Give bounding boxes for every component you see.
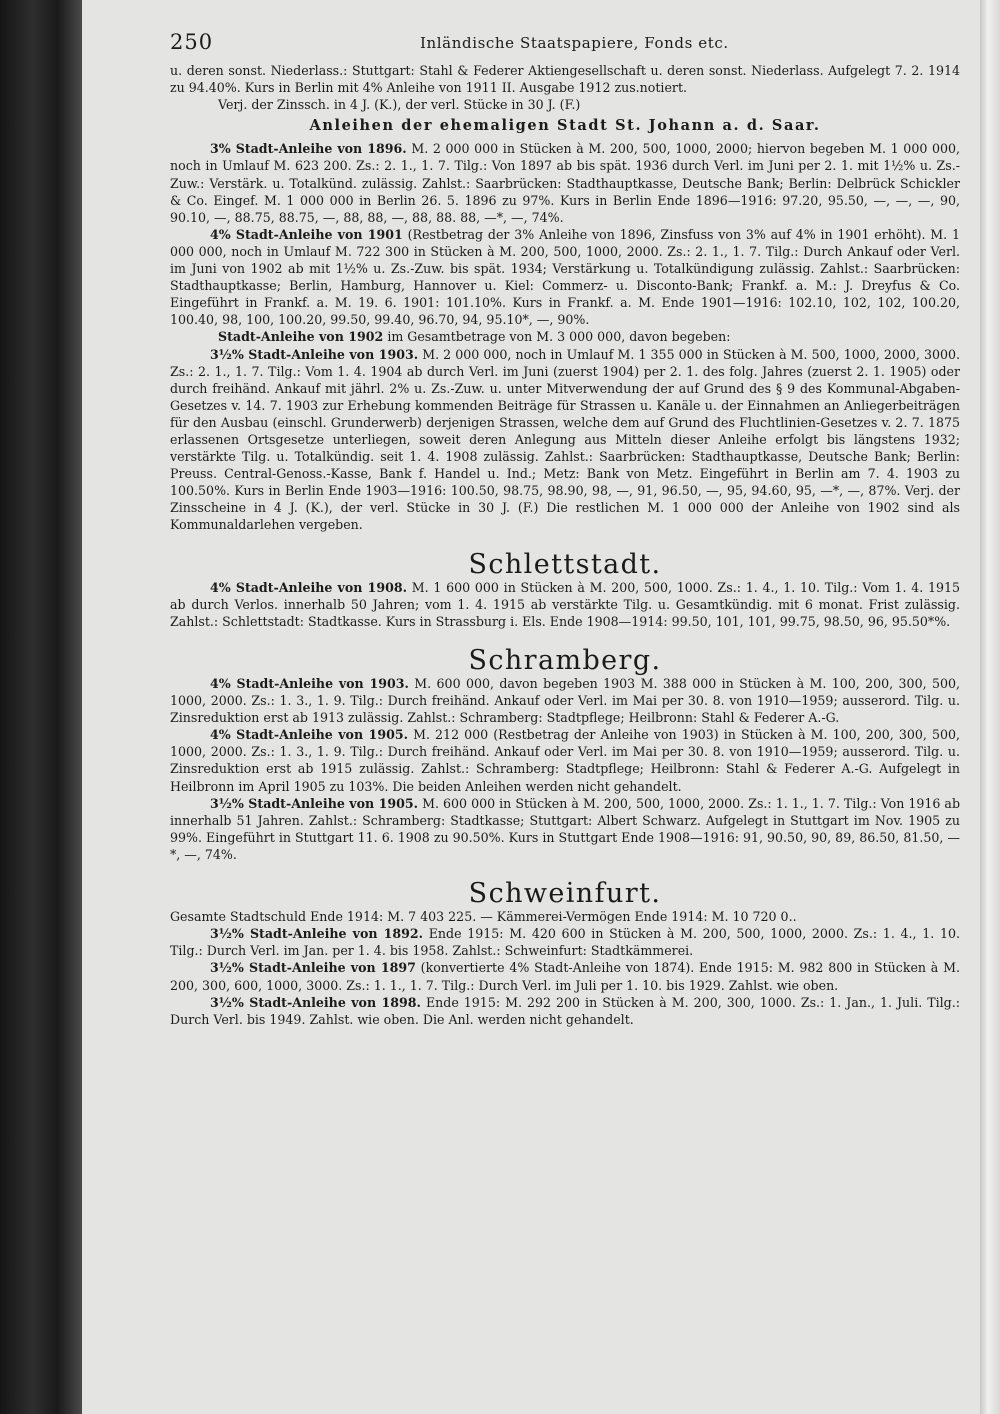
city-heading-schlettstadt: Schlettstadt. [468, 548, 662, 580]
loan-text: im Gesamtbetrage von M. 3 000 000, davon begeben: [387, 329, 731, 345]
loan-entry [170, 226, 960, 329]
section-heading-st-johann: Anleihen der ehemaligen Stadt St. Johann a. d. Saar. [309, 117, 821, 135]
page-content [90, 30, 970, 1028]
loan-entry [170, 726, 960, 794]
intro-block [170, 62, 960, 1028]
loan-text: M. 1 600 000 in Stücken à M. 200, 500, 1000. Zs.: 1. 4., 1. 10. Tilg.: Vom 1. 4. 1915 ab durch Verlos. innerhalb 50 Jahren; vom 1. 4. 1915 ab verstärkte Tilg. u. Gesamtkündig. mit 6 monat. Frist zulässig. Zahlst.: Schlettstadt: Stadtkasse. Kurs in Strassburg i. Els. Ende 1908—1914: 99.50, 101, 101, 99.75, 98.50, 96, 95.50*%. [170, 579, 961, 629]
city-debt-summary: Gesamte Stadtschuld Ende 1914: M. 7 403 225. — Kämmerei-Vermögen Ende 1914: M. 10 720 0.. [170, 909, 797, 925]
loan-entry [170, 959, 960, 993]
loan-entry [170, 925, 960, 959]
loan-entry [170, 795, 960, 863]
loan-title: 3% Stadt-Anleihe von 1896. [210, 141, 407, 157]
running-title: Inländische Staatspapiere, Fonds etc. [420, 34, 729, 52]
loan-title: 4% Stadt-Anleihe von 1903. [210, 676, 409, 691]
loan-title: 3½% Stadt-Anleihe von 1898. [210, 994, 421, 1010]
loan-entry [170, 675, 960, 726]
loan-text: M. 2 000 000, noch in Umlauf M. 1 355 000 in Stücken à M. 500, 1000, 2000, 3000. Zs.: 2. 1., 1. 7. Tilg.: Vom 1. 4. 1904 ab durch Verl. im Juni (zuerst 1904) per 2. 1. des folg. Jahres (zuerst 2. 1. 1905) oder durch freihänd. Ankauf mit jährl. 2% u. Zs.-Zuw. u. unter Mitverwendung der auf Grund des § 9 des Kommunal-Abgaben-Gesetzes v. 14. 7. 1903 zur Erhebung kommenden Beiträge für Strassen u. Kanäle u. der Einnahmen an Anliegerbeiträgen für den Ausbau (einschl. Grunderwerb) derjenigen Strassen, welche dem auf Grund des Fluchtlinien-Gesetzes v. 2. 7. 1875 erlassenen Ortsgesetze unterliegen, soweit deren Anlegung aus Mitteln dieser Anleihe erfolgt bis längstens 1932; verstärkte Tilg. u. Totalkündig. seit 1. 4. 1908 zulässig. Zahlst.: Saarbrücken: Stadthauptkasse, Deutsche Bank; Berlin: Preuss. Central-Genoss.-Kasse, Bank f. Handel u. Ind.; Metz: Bank von Metz. Eingeführt in Berlin am 7. 4. 1903 zu 100.50%. Kurs in Berlin Ende 1903—1916: 100.50, 98.75, 98.90, 98, —, 91, 96.50, —, 95, 94.60, 95, —*, —, 87%. Verj. der Zinsscheine in 4 J. (K.), der verl. Stücke in 30 J. (F.) Die restlichen M. 1 000 000 der Anleihe von 1902 sind als Kommunaldarlehen vergeben. [170, 346, 961, 533]
loan-title: 3½% Stadt-Anleihe von 1903. [210, 346, 419, 362]
running-head [90, 30, 970, 62]
loan-entry [170, 140, 960, 225]
loan-entry [170, 328, 960, 345]
loan-text: (Restbetrag der 3% Anleihe von 1896, Zinsfuss von 3% auf 4% in 1901 erhöht). M. 1 000 000, noch in Umlauf M. 722 300 in Stücken à M. 200, 500, 1000, 2000. Zs.: 2. 1., 1. 7. Tilg.: Durch Ankauf oder Verl. im Juni von 1902 ab mit 1½% u. Zs.-Zuw. bis spät. 1934; Verstärkung u. Totalkündigung zulässig. Zahlst.: Saarbrücken: Stadthauptkasse; Berlin, Hamburg, Hannover u. Kiel: Commerz- u. Disconto-Bank; Frankf. a. M.: J. Dreyfus & Co. Eingeführt in Frankf. a. M. 19. 6. 1901: 101.10%. Kurs in Frankf. a. M. Ende 1901—1916: 102.10, 102, 102, 100.20, 100.40, 98, 100, 100.20, 99.50, 99.40, 96.70, 94, 95.10*, —, 90%. [170, 226, 960, 328]
city-heading-schweinfurt: Schweinfurt. [468, 878, 662, 910]
loan-text: Ende 1915: M. 420 600 in Stücken à M. 200, 500, 1000, 2000. Zs.: 1. 4., 1. 10. Tilg.: Durch Verl. im Jan. per 1. 4. bis 1958. Zahlst.: Schweinfurt: Stadtkämmerei. [170, 926, 960, 959]
loan-entry [170, 994, 960, 1028]
book-binding-edge [0, 0, 82, 1414]
loan-title: Stadt-Anleihe von 1902 [218, 329, 384, 345]
loan-text: (konvertierte 4% Stadt-Anleihe von 1874). Ende 1915: M. 982 800 in Stücken à M. 200, 300, 600, 1000, 3000. Zs.: 1. 1., 1. 7. Tilg.: Durch Verl. im Juli per 1. 10. bis 1929. Zahlst. wie oben. [170, 960, 960, 993]
loan-title: 4% Stadt-Anleihe von 1901 [210, 226, 403, 242]
loan-entry [170, 346, 960, 534]
loan-title: 4% Stadt-Anleihe von 1905. [210, 727, 408, 743]
loan-text: Ende 1915: M. 292 200 in Stücken à M. 200, 300, 1000. Zs.: 1. Jan., 1. Juli. Tilg.: Durch Verl. bis 1949. Zahlst. wie oben. Die Anl. werden nicht gehandelt. [170, 994, 960, 1027]
loan-text: M. 212 000 (Restbetrag der Anleihe von 1903) in Stücken à M. 100, 200, 300, 500, 1000, 2000. Zs.: 1. 3., 1. 9. Tilg.: Durch freihänd. Ankauf oder Verl. im Mai per 30. 8. von 1910—1959; ausserord. Tilg. u. Zinsreduktion erst ab 1915 zulässig. Zahlst.: Schramberg: Stadtpflege; Heilbronn: Stahl & Federer A.-G. Aufgelegt in Heilbronn im April 1905 zu 103%. Die beiden Anleihen werden nicht gehandelt. [170, 727, 960, 794]
loan-text: M. 600 000, davon begeben 1903 M. 388 000 in Stücken à M. 100, 200, 300, 500, 1000, 2000. Zs.: 1. 3., 1. 9. Tilg.: Durch freihänd. Ankauf oder Verl. im Mai per 30. 8. von 1910—1959; ausserord. Tilg. u. Zinsreduktion erst ab 1913 zulässig. Zahlst.: Schramberg: Stadtpflege; Heilbronn: Stahl & Federer A.-G. [170, 676, 960, 726]
intro-text: u. deren sonst. Niederlass.: Stuttgart: Stahl & Federer Aktiengesellschaft u. deren sonst. Niederlass. Aufgelegt 7. 2. 1914 zu 94.40%. Kurs in Berlin mit 4% Anleihe von 1911 II. Ausgabe 1912 zus.notiert. [170, 63, 960, 96]
loan-entry [170, 579, 960, 630]
loan-title: 3½% Stadt-Anleihe von 1892. [210, 926, 424, 942]
city-heading-schramberg: Schramberg. [468, 644, 662, 676]
loan-title: 3½% Stadt-Anleihe von 1905. [210, 795, 419, 811]
loan-text: M. 2 000 000 in Stücken à M. 200, 500, 1000, 2000; hiervon begeben M. 1 000 000, noch in Umlauf M. 623 200. Zs.: 2. 1., 1. 7. Tilg.: Von 1897 ab bis spät. 1936 durch Verl. im Juni per 2. 1. mit 1½% u. Zs.-Zuw.: Verstärk. u. Totalkünd. zulässig. Zahlst.: Saarbrücken: Stadthauptkasse, Deutsche Bank; Berlin: Delbrück Schickler & Co. Eingef. M. 1 000 000 in Berlin 26. 5. 1896 zu 97%. Kurs in Berlin Ende 1896—1916: 97.20, 95.50, —, —, —, 90, 90.10, —, 88.75, 88.75, —, 88, 88, —, 88, 88. 88, —*, —, 74%. [170, 141, 961, 225]
page-number: 250 [170, 30, 214, 54]
loan-title: 4% Stadt-Anleihe von 1908. [210, 579, 407, 595]
loan-text: M. 600 000 in Stücken à M. 200, 500, 1000, 2000. Zs.: 1. 1., 1. 7. Tilg.: Von 1916 ab innerhalb 51 Jahren. Zahlst.: Schramberg: Stadtkasse; Stuttgart: Albert Schwarz. Aufgelegt in Stuttgart im Nov. 1905 zu 99%. Eingeführt in Stuttgart 11. 6. 1908 zu 90.50%. Kurs in Stuttgart Ende 1908—1916: 91, 90.50, 90, 89, 86.50, 81.50, —*, —, 74%. [170, 795, 961, 862]
intro-verjaehrung: Verj. der Zinssch. in 4 J. (K.), der verl. Stücke in 30 J. (F.) [218, 97, 581, 113]
page-stack-edge [980, 0, 1000, 1414]
loan-title: 3½% Stadt-Anleihe von 1897 [210, 960, 416, 976]
